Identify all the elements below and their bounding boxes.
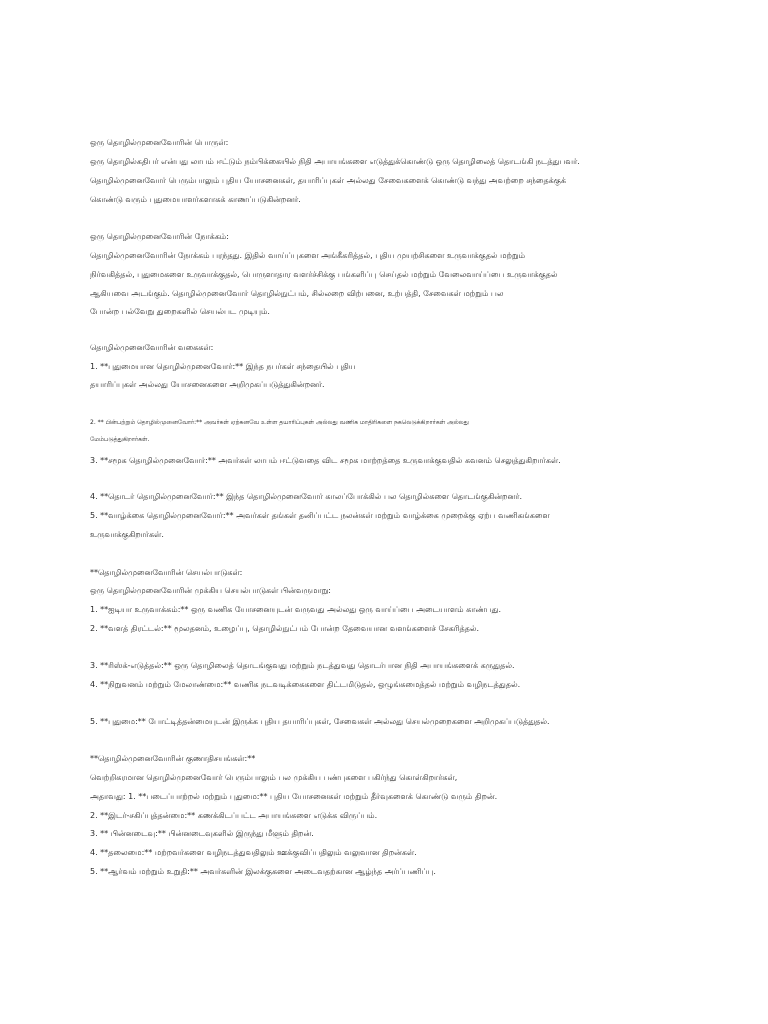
- text-line: போன்ற பல்வேறு துறைகளில் செயல்பட முடியும்.: [90, 307, 270, 316]
- list-item: 2. **இடர்-சகிப்புத்தன்மை:** கணக்கிடப்பட்ட அபாயங்களை எடுக்க விருப்பம்.: [90, 811, 378, 820]
- list-item: 3. ** பின்னடைவு:** பின்னடைவுகளில் இருந்து மீளும் திறன்.: [90, 829, 314, 838]
- list-item: 5. **வாழ்க்கை தொழில்முனைவோர்:** அவர்கள் தங்கள் தனிப்பட்ட நலன்கள் மற்றும் வாழ்க்கை முறைக்கு ஏற்ப வணிகங்களை: [90, 511, 550, 520]
- heading-functions: **தொழில்முனைவோரின் செயல்பாடுகள்:: [90, 568, 243, 577]
- text-line: ஒரு தொழில்முனைவோரின் முக்கிய செயல்பாடுகள் பின்வருமாறு:: [90, 586, 331, 595]
- list-item: 3. **ரிஸ்க்-எடுத்தல்:** ஒரு தொழிலைத் தொடங்குவது மற்றும் நடத்துவது தொடர்பான நிதி அபாயங்களைக் கருதுதல்.: [90, 661, 515, 670]
- list-item: 1. **புதுமையான தொழில்முனைவோர்:** இந்த நபர்கள் சந்தையில் புதிய: [90, 362, 356, 371]
- heading-types: தொழில்முனைவோரின் வகைகள்:: [90, 343, 214, 352]
- text-line: மேம்படுத்துகிறார்கள்.: [90, 436, 150, 443]
- heading-scope: ஒரு தொழில்முனைவோரின் நோக்கம்:: [90, 232, 229, 241]
- text-line: நிர்வகித்தல், புதுமைகளை உருவாக்குதல், பொருளாதார வளர்ச்சிக்கு பங்களிப்பு செய்தல் மற்றும் வேலைவாய்ப்பை உருவாக்குதல்: [90, 270, 558, 279]
- text-line: உருவாக்குகிறார்கள்.: [90, 530, 164, 539]
- list-item: 2. ** பின்பற்றும் தொழில்முனைவோர்:** அவர்கள் ஏற்கனவே உள்ள தயாரிப்புகள் அல்லது வணிக மாதிரிகளை நகலெடுக்கிறார்கள் அல்லது: [90, 419, 469, 426]
- list-item: அதாவது: 1. **படைப்பாற்றல் மற்றும் புதுமை:** புதிய யோசனைகள் மற்றும் தீர்வுகளைக் கொண்டு வரும் திறன்.: [90, 792, 498, 801]
- text-line: தொழில்முனைவோரின் நோக்கம் பரந்தது. இதில் வாய்ப்புகளை அங்கீகரித்தல், புதிய முயற்சிகளை உருவாக்குதல் மற்றும்: [90, 251, 526, 260]
- list-item: 4. **தொடர் தொழில்முனைவோர்:** இந்த தொழில்முனைவோர் காலப்போக்கில் பல தொழில்களை தொடங்குகின்றனர்.: [90, 492, 522, 501]
- list-item: 4. **தலைமை:** மற்றவர்களை வழிநடத்துவதிலும் ஊக்குவிப்பதிலும் வலுவான திறன்கள்.: [90, 848, 417, 857]
- text-line: ஒரு தொழில்கதிபர் என்பது லாபம் ஈட்டும் நம்பிக்கையில் நிதி அபாயங்களை எடுத்துக்கொண்டு ஒரு தொழிலைத் தொடங்கி நடத்துபவர்.: [90, 157, 580, 166]
- list-item: 3. **சமூக தொழில்முனைவோர்:** அவர்கள் லாபம் ஈட்டுவதை விட சமூக மாற்றத்தை உருவாக்குவதில் கவனம் செலுத்துகிறார்கள்.: [90, 456, 561, 465]
- text-line: தொழில்முனைவோர் பெரும்பாலும் புதிய யோசனைகள், தயாரிப்புகள் அல்லது சேவைகளைக் கொண்டு வந்து அவற்றை சந்தைக்குக்: [90, 176, 566, 185]
- heading-meaning: ஒரு தொழில்முனைவோரின் பொருள்:: [90, 138, 229, 147]
- list-item: 2. **வளத் திரட்டல்:** மூலதனம், உழைப்பு, தொழில்நுட்பம் போன்ற தேவையான வளங்களைச் சேகரித்தல்.: [90, 624, 480, 633]
- list-item: 4. **நிறுவனம் மற்றும் மேலாண்மை:** வணிக நடவடிக்கைகளை திட்டமிடுதல், ஒழுங்கமைத்தல் மற்றும் வழிநடத்துதல்.: [90, 680, 521, 689]
- text-line: வெற்றிகரமான தொழில்முனைவோர் பெரும்பாலும் பல முக்கிய பண்புகளை பகிர்ந்து கொள்கிறார்கள்,: [90, 773, 458, 782]
- list-item: 1. **ஐடியா உருவாக்கம்:** ஒரு வணிக யோசனையுடன் வருவது அல்லது ஒரு வாய்ப்பை அடையாளம் காண்பது.: [90, 605, 502, 614]
- heading-characteristics: **தொழில்முனைவோரின் குணாதிசயங்கள்:**: [90, 754, 256, 763]
- text-line: கொண்டு வரும் புதுமையாளர்களாகக் காணப்படுகின்றனர்.: [90, 195, 301, 204]
- text-line: ஆகியவை அடங்கும். தொழில்முனைவோர் தொழில்நுட்பம், சில்லறை விற்பனை, உற்பத்தி, சேவைகள் மற்றும் பல: [90, 289, 504, 298]
- list-item: 5. **புதுமை:** போட்டித்தன்மையுடன் இருக்க புதிய தயாரிப்புகள், சேவைகள் அல்லது செயல்முறைகளை அறிமுகப்படுத்துதல்.: [90, 717, 550, 726]
- text-line: தயாரிப்புகள் அல்லது யோசனைகளை அறிமுகப்படுத்துகின்றனர்.: [90, 380, 325, 389]
- list-item: 5. **ஆர்வம் மற்றும் உறுதி:** அவர்களின் இலக்குகளை அடைவதற்கான ஆழ்ந்த அர்ப்பணிப்பு.: [90, 867, 436, 876]
